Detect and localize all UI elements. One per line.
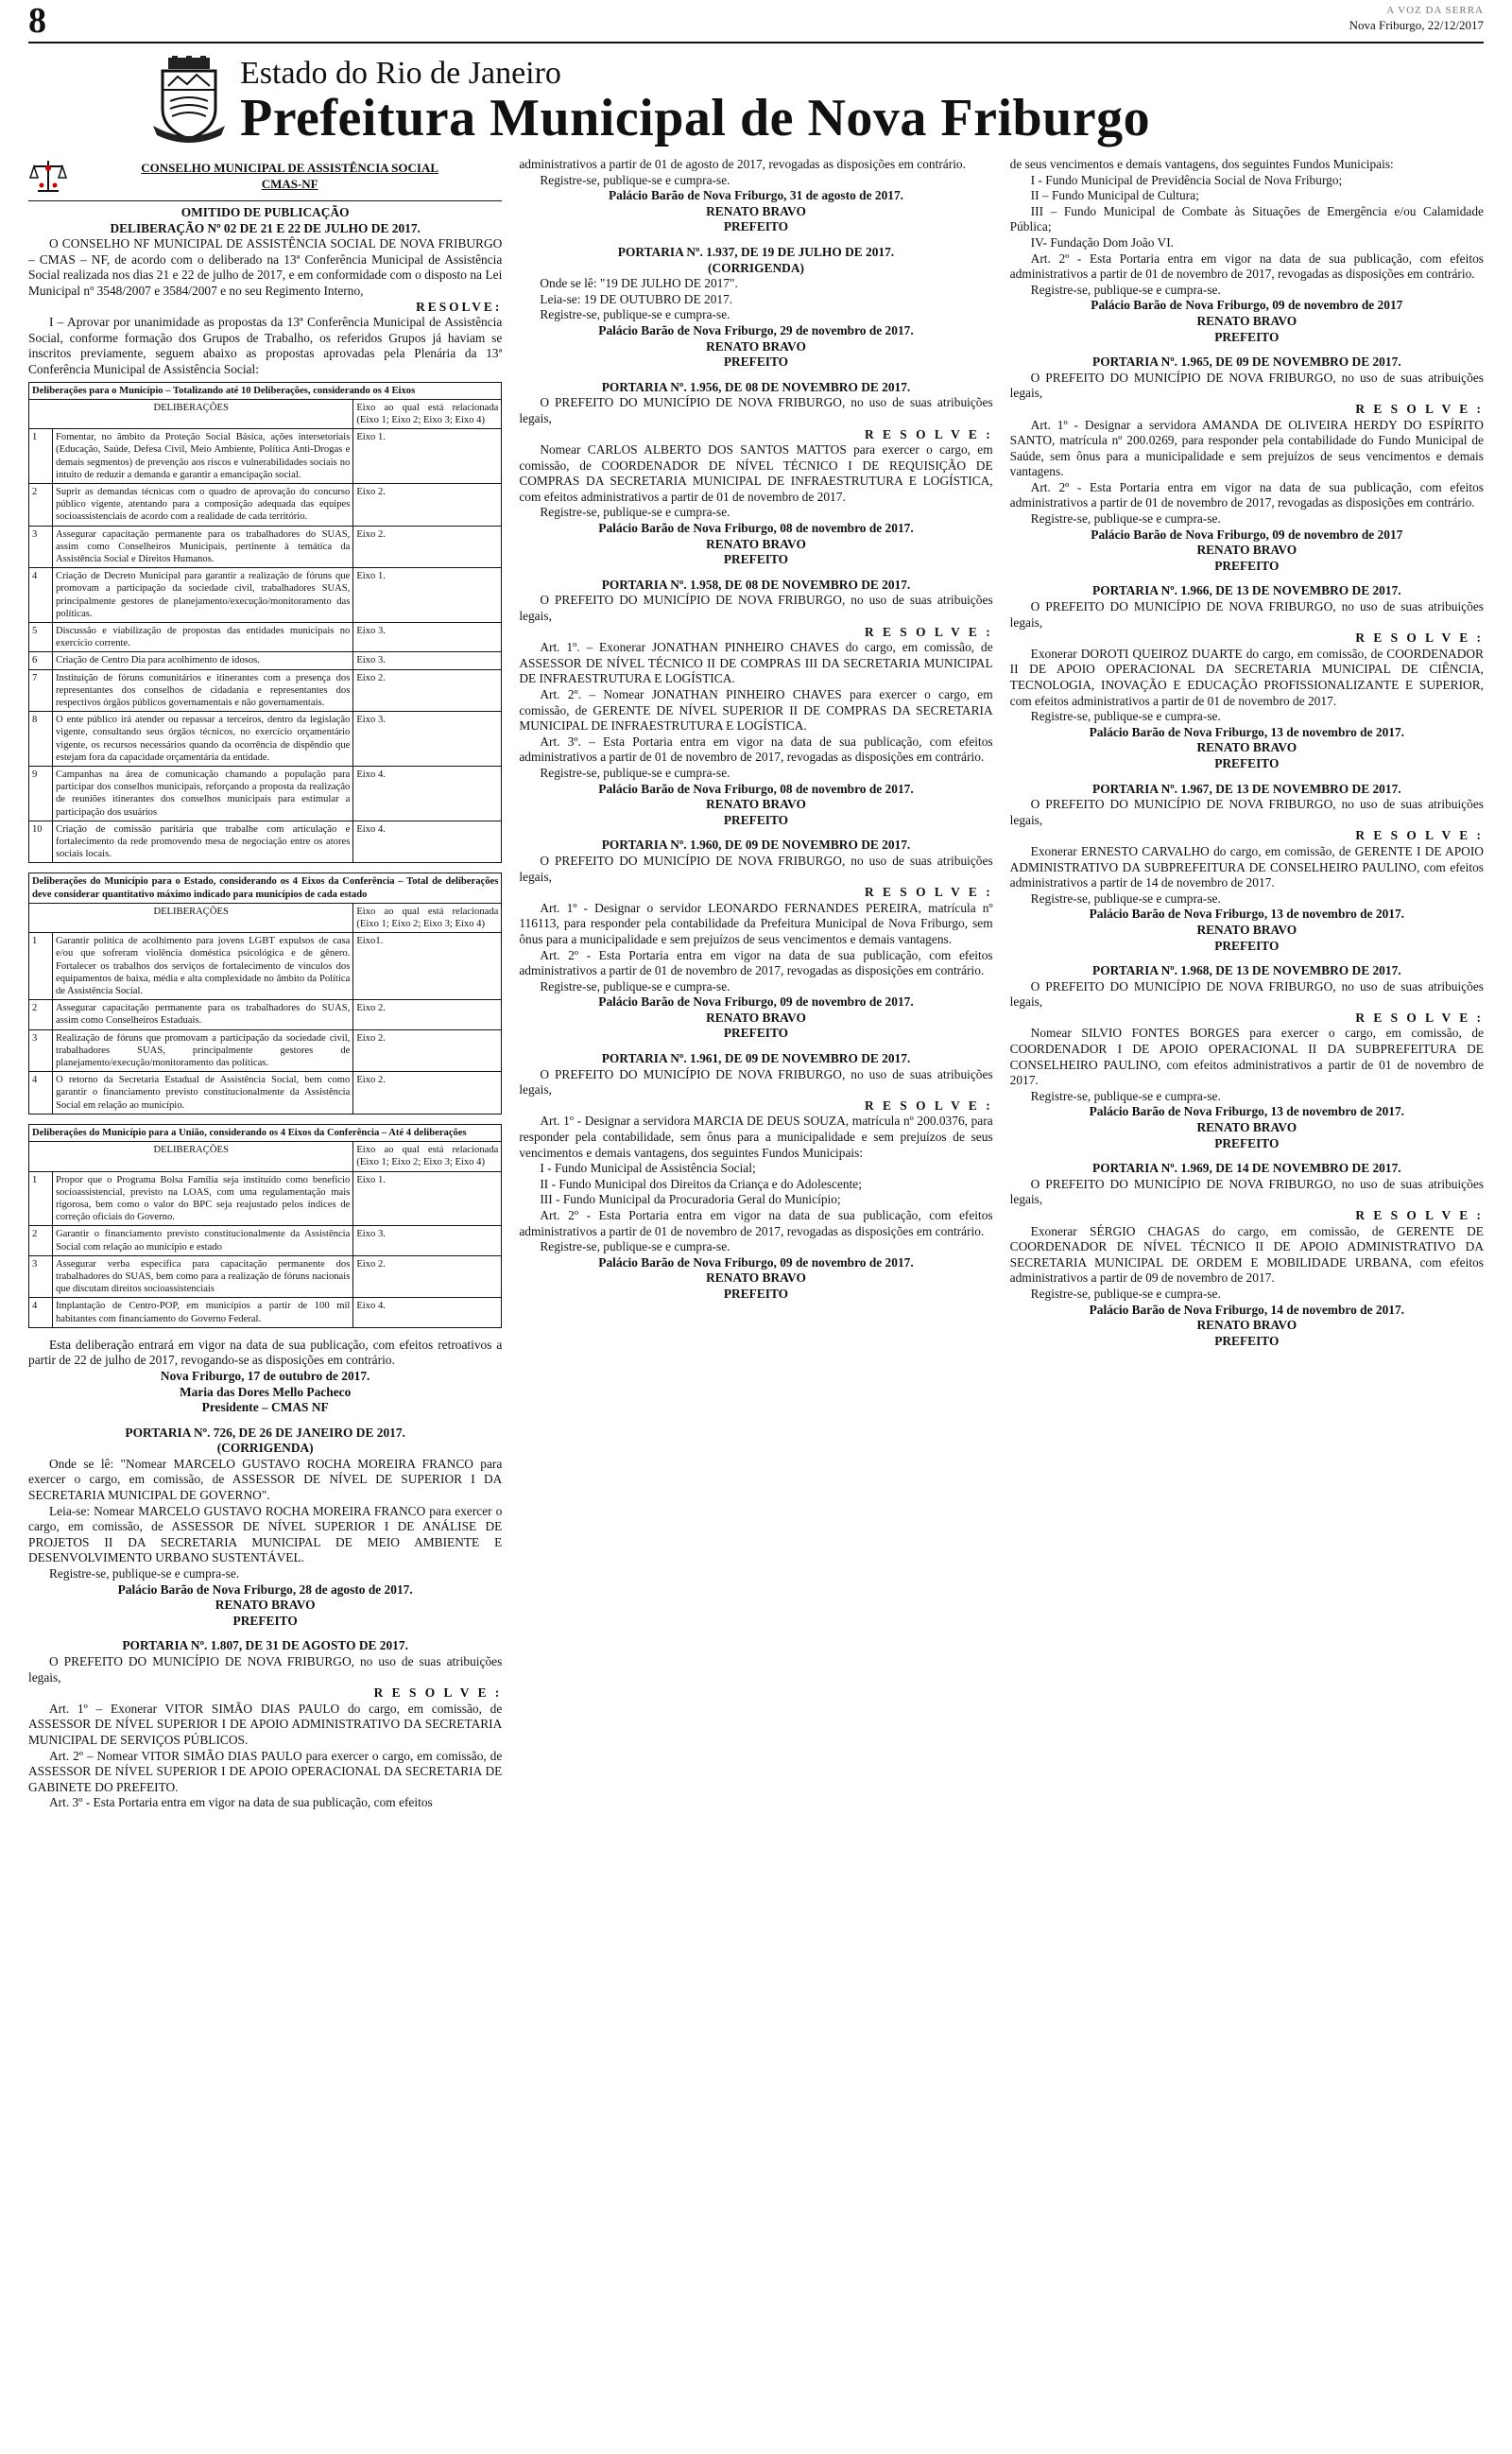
portaria-text: O PREFEITO DO MUNICÍPIO DE NOVA FRIBURGO, no uso de suas atribuições legais, bbox=[519, 853, 993, 884]
table-caption: Deliberações para o Município – Totalizando até 10 Deliberações, considerando os 4 Eixos bbox=[29, 382, 502, 399]
row-number: 1 bbox=[29, 933, 53, 1000]
palace-date: Palácio Barão de Nova Friburgo, 09 de novembro de 2017 bbox=[1091, 527, 1403, 542]
portaria-text: Exonerar SÉRGIO CHAGAS do cargo, em comissão, de GERENTE DE COORDENADOR DE NÍVEL TÉCNICO II DE APOIO ADMINISTRATIVO DA SECRETARIA MUNICIPAL DE ORDEM E MOBILIDADE URBANA, com efeitos administrativos a partir de 09 de novembro de 2017. bbox=[1009, 1223, 1484, 1286]
column-header: DELIBERAÇÕES bbox=[29, 1142, 353, 1171]
deliberation-text: Campanhas na área de comunicação chamando a população para participar dos conselhos municipais, reforçando a proposta da realização de reuniões itinerantes dos conselhos municipais para estimular a participação dos usuários bbox=[53, 767, 353, 821]
resolve-heading: R E S O L V E : bbox=[1355, 401, 1484, 416]
portaria-title: PORTARIA Nº. 1.958, DE 08 DE NOVEMBRO DE 2017. bbox=[601, 577, 911, 592]
axis-cell: Eixo1. bbox=[353, 933, 502, 1000]
resolve-heading: R E S O L V E : bbox=[1355, 1010, 1484, 1025]
portaria-text: Art. 3º. – Esta Portaria entra em vigor na data de sua publicação, com efeitos administrativos a partir de 01 de novembro de 2017, revogadas as disposições em contrário. bbox=[519, 734, 993, 765]
palace-date: Palácio Barão de Nova Friburgo, 13 de novembro de 2017. bbox=[1089, 1104, 1405, 1119]
fund-list-item: I - Fundo Municipal de Assistência Social; bbox=[540, 1161, 756, 1176]
deliberation-title: DELIBERAÇÃO Nº 02 DE 21 E 22 DE JULHO DE 2017. bbox=[110, 220, 421, 235]
portaria-text: Exonerar DOROTI QUEIROZ DUARTE do cargo, em comissão, de COORDENADOR II DE APOIO OPERACIONAL DA SECRETARIA MUNICIPAL DE CIÊNCIA, TECNOLOGIA, INOVAÇÃO E EDUCAÇÃO PROFISSIONALIZANTE E SUPERIOR, com efeitos administrativos a partir de 01 de novembro de 2017. bbox=[1009, 646, 1484, 708]
publication-title: Prefeitura Municipal de Nova Friburgo bbox=[240, 89, 1151, 147]
mayor-role: PREFEITO bbox=[1214, 1333, 1280, 1348]
resolve-heading: R E S O L V E : bbox=[864, 624, 993, 639]
row-number: 2 bbox=[29, 1226, 53, 1255]
table-body bbox=[29, 933, 502, 1115]
place-date: Nova Friburgo, 17 de outubro de 2017. bbox=[160, 1368, 370, 1383]
issue-info bbox=[1349, 0, 1484, 32]
portaria-text: O PREFEITO DO MUNICÍPIO DE NOVA FRIBURGO, no uso de suas atribuições legais, bbox=[519, 1066, 993, 1097]
palace-date: Palácio Barão de Nova Friburgo, 08 de novembro de 2017. bbox=[598, 781, 914, 796]
mayor-name: RENATO BRAVO bbox=[215, 1598, 316, 1613]
axis-cell: Eixo 1. bbox=[353, 1171, 502, 1226]
portaria-text: Nomear SILVIO FONTES BORGES para exercer o cargo, em comissão, de COORDENADOR I DE APOIO OPERACIONAL II DA SUBPREFEITURA DE CONSELHEIRO PAULINO, com efeitos administrativos a partir de 01 de novembro de 2017. bbox=[1009, 1026, 1484, 1088]
mayor-role: PREFEITO bbox=[723, 552, 789, 567]
publish-line: Registre-se, publique-se e cumpra-se. bbox=[540, 1239, 730, 1254]
portaria-text: Leia-se: Nomear MARCELO GUSTAVO ROCHA MOREIRA FRANCO para exercer o cargo, em comissão, de ASSESSOR DE NÍVEL SUPERIOR I DE ANÁLISE DE PROJETOS II DA SECRETARIA MUNICIPAL DE MEIO AMBIENTE E DESENVOLVIMENTO URBANO SUSTENTÁVEL. bbox=[28, 1503, 503, 1565]
continued-text: de seus vencimentos e demais vantagens, dos seguintes Fundos Municipais: bbox=[1009, 157, 1394, 171]
signer-name: Maria das Dores Mello Pacheco bbox=[180, 1384, 352, 1399]
portaria-text: O PREFEITO DO MUNICÍPIO DE NOVA FRIBURGO, no uso de suas atribuições legais, bbox=[1009, 599, 1484, 630]
portaria-text: Onde se lê: "Nomear MARCELO GUSTAVO ROCHA MOREIRA FRANCO para exercer o cargo, em comissão, de ASSESSOR DE NÍVEL DE SUPERIOR I DA SECRETARIA MUNICIPAL DE GOVERNO". bbox=[28, 1456, 503, 1503]
portaria-title: PORTARIA Nº. 1.968, DE 13 DE NOVEMBRO DE 2017. bbox=[1092, 963, 1401, 978]
deliberation-text: Assegurar capacitação permanente para os trabalhadores do SUAS, assim como Conselheiros Municipais, pertinente à temática da Assistência Social e Direitos Humanos. bbox=[53, 526, 353, 568]
portaria-subtitle: (CORRIGENDA) bbox=[216, 1441, 314, 1456]
table-caption: Deliberações do Município para a União, considerando os 4 Eixos da Conferência – Até 4 deliberações bbox=[29, 1124, 502, 1141]
mayor-role: PREFEITO bbox=[723, 1026, 789, 1041]
mayor-name: RENATO BRAVO bbox=[706, 338, 806, 354]
mayor-role: PREFEITO bbox=[1214, 558, 1280, 573]
axis-cell: Eixo 3. bbox=[353, 652, 502, 669]
portaria-text: Art. 2º - Esta Portaria entra em vigor na data de sua publicação, com efeitos administrativos a partir de 01 de novembro de 2017, revogadas as disposições em contrário. bbox=[519, 1208, 993, 1238]
axis-cell: Eixo 3. bbox=[353, 622, 502, 651]
publish-line: Registre-se, publique-se e cumpra-se. bbox=[540, 172, 730, 187]
masthead bbox=[28, 49, 1484, 153]
top-bar bbox=[28, 0, 1484, 43]
table-row bbox=[29, 1072, 502, 1115]
page-number: 8 bbox=[28, 1, 46, 41]
portaria-text: Art. 2º - Esta Portaria entra em vigor na data de sua publicação, com efeitos administrativos a partir de 01 de novembro de 2017, revogadas as disposições em contrário. bbox=[1009, 479, 1484, 510]
deliberation-text: Instituição de fóruns comunitários e itinerantes com a presença dos representantes dos conselhos de cidadania e representantes dos respectivos órgãos públicos governamentais e não governamentais. bbox=[53, 669, 353, 712]
mayor-role: PREFEITO bbox=[723, 1286, 789, 1301]
paper-name: A VOZ DA SERRA bbox=[1386, 5, 1484, 16]
mayor-name: RENATO BRAVO bbox=[706, 797, 806, 812]
portaria-title: PORTARIA Nº. 1.956, DE 08 DE NOVEMBRO DE 2017. bbox=[601, 379, 911, 394]
omitted-notice: OMITIDO DE PUBLICAÇÃO bbox=[180, 205, 350, 219]
mayor-name: RENATO BRAVO bbox=[1196, 1318, 1297, 1333]
portaria-text: Exonerar ERNESTO CARVALHO do cargo, em comissão, de GERENTE I DE APOIO ADMINISTRATIVO DA SUBPREFEITURA DE CONSELHEIRO PAULINO, com efeitos administrativos a partir de 14 de novembro de 2017. bbox=[1009, 843, 1484, 890]
deliberation-text: O retorno da Secretaria Estadual de Assistência Social, bem como garantir o financiamento previsto constitucionalmente da Assistência Social em relação ao município. bbox=[53, 1072, 353, 1115]
axis-cell: Eixo 2. bbox=[353, 1072, 502, 1115]
state-deliberations-table bbox=[28, 873, 502, 1114]
council-name: CONSELHO MUNICIPAL DE ASSISTÊNCIA SOCIAL CMAS-NF bbox=[141, 161, 439, 191]
deliberation-text: Implantação de Centro-POP, em municípios a partir de 100 mil habitantes com financiamento do Governo Federal. bbox=[53, 1298, 353, 1327]
row-number: 9 bbox=[29, 767, 53, 821]
axis-cell: Eixo 2. bbox=[353, 526, 502, 568]
column-1 bbox=[28, 157, 502, 1811]
mayor-role: PREFEITO bbox=[723, 354, 789, 370]
publish-line: Registre-se, publique-se e cumpra-se. bbox=[1030, 1088, 1221, 1103]
table-row bbox=[29, 669, 502, 712]
axis-cell: Eixo 2. bbox=[353, 483, 502, 526]
row-number: 6 bbox=[29, 652, 53, 669]
table-row bbox=[29, 1226, 502, 1255]
mayor-name: RENATO BRAVO bbox=[706, 1270, 806, 1286]
deliberation-text: Criação de Centro Dia para acolhimento de idosos. bbox=[53, 652, 353, 669]
mayor-role: PREFEITO bbox=[1214, 938, 1280, 953]
portaria-title: PORTARIA Nº. 1.807, DE 31 DE AGOSTO DE 2017. bbox=[122, 1638, 408, 1653]
palace-date: Palácio Barão de Nova Friburgo, 13 de novembro de 2017. bbox=[1089, 724, 1405, 739]
deliberation-text: Realização de fóruns que promovam a participação da sociedade civil, trabalhadores SUAS, principalmente gestores de planejamento/execução/monitoramento das políticas. bbox=[53, 1029, 353, 1072]
palace-date: Palácio Barão de Nova Friburgo, 14 de novembro de 2017. bbox=[1089, 1302, 1405, 1317]
palace-date: Palácio Barão de Nova Friburgo, 28 de agosto de 2017. bbox=[117, 1581, 413, 1597]
row-number: 3 bbox=[29, 1255, 53, 1298]
resolve-heading: R E S O L V E : bbox=[1355, 1208, 1484, 1222]
portaria-text: O PREFEITO DO MUNICÍPIO DE NOVA FRIBURGO, no uso de suas atribuições legais, bbox=[1009, 1176, 1484, 1207]
row-number: 7 bbox=[29, 669, 53, 712]
closing-text: Esta deliberação entrará em vigor na data de sua publicação, com efeitos retroativos a partir de 22 de julho de 2017, revogando-se as disposições em contrário. bbox=[28, 1337, 503, 1368]
axis-cell: Eixo 4. bbox=[353, 821, 502, 863]
portaria-text: O PREFEITO DO MUNICÍPIO DE NOVA FRIBURGO, no uso de suas atribuições legais, bbox=[519, 593, 993, 624]
portaria-text: Art. 1º - Designar a servidora MARCIA DE DEUS SOUZA, matrícula nº 200.0376, para responder pela contabilidade, sem ônus para a municipalidade e sem prejuízos de seus vencimentos e demais vantagens, dos seguintes Fundos Municipais: bbox=[519, 1114, 993, 1160]
fund-list-item: I - Fundo Municipal de Previdência Social de Nova Friburgo; bbox=[1030, 172, 1343, 187]
row-number: 8 bbox=[29, 712, 53, 767]
portaria-text: Leia-se: 19 DE OUTUBRO DE 2017. bbox=[540, 291, 733, 306]
portaria-title: PORTARIA Nº. 726, DE 26 DE JANEIRO DE 2017. bbox=[125, 1425, 405, 1440]
publish-line: Registre-se, publique-se e cumpra-se. bbox=[1030, 282, 1221, 297]
fund-list-item: II – Fundo Municipal de Cultura; bbox=[1030, 188, 1199, 203]
table-body bbox=[29, 429, 502, 863]
portaria-text: Art. 3º - Esta Portaria entra em vigor na data de sua publicação, com efeitos bbox=[49, 1795, 433, 1810]
palace-date: Palácio Barão de Nova Friburgo, 29 de novembro de 2017. bbox=[598, 322, 914, 337]
coat-of-arms-icon bbox=[151, 56, 227, 147]
column-3 bbox=[1010, 157, 1484, 1811]
axis-cell: Eixo 1. bbox=[353, 429, 502, 484]
scales-of-justice-icon bbox=[28, 157, 68, 197]
row-number: 4 bbox=[29, 1072, 53, 1115]
row-number: 5 bbox=[29, 622, 53, 651]
deliberation-intro: O CONSELHO NF MUNICIPAL DE ASSISTÊNCIA SOCIAL DE NOVA FRIBURGO – CMAS – NF, de acordo com o deliberado na 13ª Conferência Municipal de Assistência Social realizada nos dias 21 e 22 de julho de 2017, e em conformidade com o disposto na Lei Municipal nº 3548/2007 e 3584/2007 e no seu Regimento Interno, bbox=[28, 236, 503, 298]
portaria-text: Nomear CARLOS ALBERTO DOS SANTOS MATTOS para exercer o cargo, em comissão, de COORDENADOR DE NÍVEL TÉCNICO I DE REQUISIÇÃO DE COMPRAS DA SECRETARIA MUNICIPAL DE INFRAESTRUTURA E LOGÍSTICA, com efeitos administrativos a partir de 01 de novembro de 2017. bbox=[519, 442, 993, 504]
fund-list-item: III – Fundo Municipal de Combate às Situações de Emergência e/ou Calamidade Pública; bbox=[1009, 203, 1484, 234]
row-number: 4 bbox=[29, 1298, 53, 1327]
deliberation-text: Discussão e viabilização de propostas das entidades municipais no exercício corrente. bbox=[53, 622, 353, 651]
masthead-text bbox=[240, 57, 1150, 146]
publish-line: Registre-se, publique-se e cumpra-se. bbox=[1030, 1286, 1221, 1301]
fund-list-item: II - Fundo Municipal dos Direitos da Criança e do Adolescente; bbox=[540, 1176, 862, 1191]
continued-text: administrativos a partir de 01 de agosto de 2017, revogadas as disposições em contrário. bbox=[519, 157, 966, 171]
table-row bbox=[29, 568, 502, 623]
deliberation-text: Garantir o financiamento previsto constitucionalmente da Assistência Social com relação ao município e estado bbox=[53, 1226, 353, 1255]
table-row bbox=[29, 1000, 502, 1029]
axis-cell: Eixo 1. bbox=[353, 568, 502, 623]
table-row bbox=[29, 1298, 502, 1327]
resolve-heading: R E S O L V E : bbox=[1355, 828, 1484, 843]
portaria-title: PORTARIA Nº. 1.961, DE 09 DE NOVEMBRO DE 2017. bbox=[601, 1051, 911, 1066]
column-2 bbox=[519, 157, 992, 1811]
portaria-title: PORTARIA Nº. 1.967, DE 13 DE NOVEMBRO DE 2017. bbox=[1092, 781, 1401, 796]
state-name: Estado do Rio de Janeiro bbox=[240, 56, 561, 91]
axis-cell: Eixo 3. bbox=[353, 1226, 502, 1255]
mayor-name: RENATO BRAVO bbox=[1196, 1120, 1297, 1135]
portaria-text: Art. 1º – Exonerar VITOR SIMÃO DIAS PAULO do cargo, em comissão, de ASSESSOR DE NÍVEL SUPERIOR I DE APOIO ADMINISTRATIVO DA SECRETARIA MUNICIPAL DE SERVIÇOS PÚBLICOS. bbox=[28, 1701, 503, 1747]
deliberation-text: Propor que o Programa Bolsa Família seja instituído como benefício socioassistencial, previsto na LOAS, com uma regulamentação mais rigorosa, bem como o valor do BPC seja reajustado pelos índices de correção oficiais do Governo. bbox=[53, 1171, 353, 1226]
palace-date: Palácio Barão de Nova Friburgo, 08 de novembro de 2017. bbox=[598, 521, 914, 536]
portaria-title: PORTARIA Nº. 1.966, DE 13 DE NOVEMBRO DE 2017. bbox=[1092, 583, 1401, 598]
portaria-text: Onde se lê: "19 DE JULHO DE 2017". bbox=[540, 276, 738, 291]
palace-date: Palácio Barão de Nova Friburgo, 31 de agosto de 2017. bbox=[608, 188, 904, 203]
palace-date: Palácio Barão de Nova Friburgo, 13 de novembro de 2017. bbox=[1089, 907, 1405, 922]
mayor-role: PREFEITO bbox=[723, 812, 789, 827]
table-row bbox=[29, 652, 502, 669]
deliberation-text: O ente público irá atender ou repassar a terceiros, dentro da legislação vigente, consultando seus órgãos técnicos, no exercício orçamentário vigente, os recursos necessários quando da ocorrência de dispêndio que estejam fora da capacidade orçamentária da entidade. bbox=[53, 712, 353, 767]
palace-date: Palácio Barão de Nova Friburgo, 09 de novembro de 2017. bbox=[598, 1254, 914, 1270]
signer-role: Presidente – CMAS NF bbox=[201, 1400, 329, 1415]
mayor-role: PREFEITO bbox=[1214, 329, 1280, 344]
divider bbox=[28, 200, 502, 201]
mayor-name: RENATO BRAVO bbox=[706, 536, 806, 551]
deliberation-text: Fomentar, no âmbito da Proteção Social Básica, ações intersetoriais (Educação, Saúde, Defesa Civil, Meio Ambiente, Política Anti-Drogas e demais segmentos) de prevenção aos riscos e vulnerabilidades sociais no intuito de reduzir a demanda e garantir a emancipação social. bbox=[53, 429, 353, 484]
portaria-title: PORTARIA Nº. 1.960, DE 09 DE NOVEMBRO DE 2017. bbox=[601, 838, 911, 853]
mayor-role: PREFEITO bbox=[1214, 1135, 1280, 1150]
table-row bbox=[29, 622, 502, 651]
issue-date: Nova Friburgo, 22/12/2017 bbox=[1349, 18, 1484, 32]
portaria-title: PORTARIA Nº. 1.937, DE 19 DE JULHO DE 2017. bbox=[617, 244, 895, 259]
table-row bbox=[29, 1029, 502, 1072]
portaria-text: O PREFEITO DO MUNICÍPIO DE NOVA FRIBURGO, no uso de suas atribuições legais, bbox=[1009, 978, 1484, 1010]
axis-cell: Eixo 3. bbox=[353, 712, 502, 767]
column-header: Eixo ao qual está relacionada (Eixo 1; Eixo 2; Eixo 3; Eixo 4) bbox=[353, 399, 502, 428]
row-number: 2 bbox=[29, 483, 53, 526]
portaria-text: Art. 2º. – Nomear JONATHAN PINHEIRO CHAVES para exercer o cargo, em comissão, de GERENTE DE NÍVEL SUPERIOR II DE COMPRAS DA SECRETARIA MUNICIPAL DE INFRAESTRUTURA E LOGÍSTICA. bbox=[519, 687, 993, 734]
mayor-role: PREFEITO bbox=[1214, 755, 1280, 770]
columns bbox=[28, 157, 1484, 1811]
deliberation-text: Criação de comissão paritária que trabalhe com articulação e fortalecimento da rede promovendo mesa de negociação entre os atores sociais locais. bbox=[53, 821, 353, 863]
portaria-text: Art. 1º. – Exonerar JONATHAN PINHEIRO CHAVES do cargo, em comissão, de ASSESSOR DE NÍVEL TÉCNICO II DE COMPRAS III DA SECRETARIA MUNICIPAL DE INFRAESTRUTURA E LOGÍSTICA. bbox=[519, 640, 993, 686]
publish-line: Registre-se, publique-se e cumpra-se. bbox=[49, 1566, 240, 1581]
row-number: 3 bbox=[29, 1029, 53, 1072]
portaria-subtitle: (CORRIGENDA) bbox=[708, 260, 804, 275]
row-number: 4 bbox=[29, 568, 53, 623]
table-row bbox=[29, 1171, 502, 1226]
portaria-text: Art. 1º - Designar a servidora AMANDA DE OLIVEIRA HERDY DO ESPÍRITO SANTO, matrícula nº 200.0269, para responder pela contabilidade do Fundo Municipal de Saúde, sem ônus para a municipalidade e sem prejuízos de seus vencimentos e demais vantagens. bbox=[1009, 417, 1484, 479]
row-number: 10 bbox=[29, 821, 53, 863]
resolve-heading: R E S O L V E : bbox=[1355, 631, 1484, 646]
table-row bbox=[29, 712, 502, 767]
cmas-header bbox=[28, 157, 502, 197]
mayor-name: RENATO BRAVO bbox=[1196, 922, 1297, 937]
portaria-text: O PREFEITO DO MUNICÍPIO DE NOVA FRIBURGO, no uso de suas atribuições legais, bbox=[28, 1654, 503, 1685]
fund-list-item: IV- Fundação Dom João VI. bbox=[1030, 234, 1175, 250]
row-number: 2 bbox=[29, 1000, 53, 1029]
mayor-name: RENATO BRAVO bbox=[706, 1010, 806, 1025]
table-row bbox=[29, 1255, 502, 1298]
publish-line: Registre-se, publique-se e cumpra-se. bbox=[1030, 709, 1221, 724]
resolve-heading: R E S O L V E : bbox=[864, 426, 993, 441]
portaria-text: Art. 2º – Nomear VITOR SIMÃO DIAS PAULO para exercer o cargo, em comissão, de ASSESSOR DE NÍVEL SUPERIOR I DE APOIO OPERACIONAL DA SECRETARIA DE GABINETE DO PREFEITO. bbox=[28, 1748, 503, 1794]
resolve-heading: R E S O L V E : bbox=[864, 885, 993, 900]
row-number: 1 bbox=[29, 1171, 53, 1226]
axis-cell: Eixo 2. bbox=[353, 1000, 502, 1029]
table-row bbox=[29, 767, 502, 821]
fund-list-item: III - Fundo Municipal da Procuradoria Geral do Município; bbox=[540, 1192, 841, 1207]
table-caption: Deliberações do Município para o Estado, considerando os 4 Eixos da Conferência – Total de deliberações deve considerar quantitativo máximo indicado para municípios de cada estado bbox=[29, 873, 502, 903]
resolve-heading: R E S O L V E : bbox=[373, 1685, 503, 1701]
mayor-role: PREFEITO bbox=[723, 219, 789, 234]
table-row bbox=[29, 821, 502, 863]
publish-line: Registre-se, publique-se e cumpra-se. bbox=[1030, 511, 1221, 527]
axis-cell: Eixo 4. bbox=[353, 1298, 502, 1327]
deliberation-text: Assegurar verba específica para capacitação permanente dos trabalhadores do SUAS, bem como para a realização de fóruns nacionais que discutam direitos socioassistenciais bbox=[53, 1255, 353, 1298]
row-number: 3 bbox=[29, 526, 53, 568]
axis-cell: Eixo 4. bbox=[353, 767, 502, 821]
table-body bbox=[29, 1171, 502, 1327]
portaria-text: O PREFEITO DO MUNICÍPIO DE NOVA FRIBURGO, no uso de suas atribuições legais, bbox=[1009, 797, 1484, 827]
portaria-text: Art. 2º - Esta Portaria entra em vigor na data de sua publicação, com efeitos administrativos a partir de 01 de novembro de 2017, revogadas as disposições em contrário. bbox=[519, 947, 993, 978]
portaria-text: Art. 2º - Esta Portaria entra em vigor na data de sua publicação, com efeitos administrativos a partir de 01 de novembro de 2017, revogadas as disposições em contrário. bbox=[1009, 251, 1484, 282]
portaria-text: O PREFEITO DO MUNICÍPIO DE NOVA FRIBURGO, no uso de suas atribuições legais, bbox=[519, 395, 993, 425]
column-header: DELIBERAÇÕES bbox=[29, 399, 353, 428]
table-row bbox=[29, 933, 502, 1000]
axis-cell: Eixo 2. bbox=[353, 669, 502, 712]
mayor-name: RENATO BRAVO bbox=[1196, 740, 1297, 755]
deliberation-text: Suprir as demandas técnicas com o quadro de aprovação do concurso público vigente, atentando para a composição adequada das equipes socioassistenciais de acordo com a realidade de cada território. bbox=[53, 483, 353, 526]
publish-line: Registre-se, publique-se e cumpra-se. bbox=[1030, 890, 1221, 906]
palace-date: Palácio Barão de Nova Friburgo, 09 de novembro de 2017 bbox=[1091, 298, 1403, 313]
portaria-text: Art. 1º - Designar o servidor LEONARDO FERNANDES PEREIRA, matrícula nº 116113, para responder pela contabilidade da Prefeitura Municipal de Nova Friburgo, sem ônus para a municipalidade e sem prejuízos de seus vencimentos e demais vantagens. bbox=[519, 900, 993, 946]
portaria-title: PORTARIA Nº. 1.965, DE 09 DE NOVEMBRO DE 2017. bbox=[1092, 354, 1401, 370]
table-row bbox=[29, 526, 502, 568]
column-header: Eixo ao qual está relacionada (Eixo 1; Eixo 2; Eixo 3; Eixo 4) bbox=[353, 1142, 502, 1171]
deliberation-text: Criação de Decreto Municipal para garantir a realização de fóruns que promovam a participação da sociedade civil, trabalhadores SUAS, principalmente gestores de planejamento/execução/monitoramento das políticas. bbox=[53, 568, 353, 623]
deliberation-text: Garantir política de acolhimento para jovens LGBT expulsos de casa e/ou que sofreram violência doméstica psicológica e de gênero. Fortalecer os trabalhos dos serviços de fortalecimento de vínculos dos equipamentos de baixa, média e alta complexidade no âmbito da Política de Assistência Social. bbox=[53, 933, 353, 1000]
publish-line: Registre-se, publique-se e cumpra-se. bbox=[540, 765, 730, 780]
mayor-name: RENATO BRAVO bbox=[1196, 313, 1297, 328]
federal-deliberations-table bbox=[28, 1124, 502, 1328]
portaria-title: PORTARIA Nº. 1.969, DE 14 DE NOVEMBRO DE 2017. bbox=[1092, 1161, 1401, 1176]
portaria-text: O PREFEITO DO MUNICÍPIO DE NOVA FRIBURGO, no uso de suas atribuições legais, bbox=[1009, 370, 1484, 401]
mayor-role: PREFEITO bbox=[232, 1613, 298, 1628]
deliberation-text: Assegurar capacitação permanente para os trabalhadores do SUAS, assim como Conselheiros Estaduais. bbox=[53, 1000, 353, 1029]
table-row bbox=[29, 429, 502, 484]
publish-line: Registre-se, publique-se e cumpra-se. bbox=[540, 978, 730, 994]
publish-line: Registre-se, publique-se e cumpra-se. bbox=[540, 505, 730, 520]
resolve-heading: RESOLVE: bbox=[416, 299, 503, 314]
mayor-name: RENATO BRAVO bbox=[1196, 543, 1297, 558]
axis-cell: Eixo 2. bbox=[353, 1255, 502, 1298]
row-number: 1 bbox=[29, 429, 53, 484]
resolve-heading: R E S O L V E : bbox=[864, 1097, 993, 1113]
publish-line: Registre-se, publique-se e cumpra-se. bbox=[540, 307, 730, 322]
axis-cell: Eixo 2. bbox=[353, 1029, 502, 1072]
column-header: DELIBERAÇÕES bbox=[29, 903, 353, 932]
palace-date: Palácio Barão de Nova Friburgo, 09 de novembro de 2017. bbox=[598, 994, 914, 1010]
mayor-name: RENATO BRAVO bbox=[706, 203, 806, 218]
column-header: Eixo ao qual está relacionada (Eixo 1; Eixo 2; Eixo 3; Eixo 4) bbox=[353, 903, 502, 932]
table-row bbox=[29, 483, 502, 526]
municipal-deliberations-table bbox=[28, 382, 502, 864]
deliberation-item-1: I – Aprovar por unanimidade as propostas da 13ª Conferência Municipal de Assistência Social, conforme formação dos Grupos de Trabalho, os referidos Grupos já haviam se inscritos previamente, seguem abaixo as propostas aprovadas pela Plenária da 13ª Conferência Municipal de Assistência Social: bbox=[28, 315, 503, 376]
